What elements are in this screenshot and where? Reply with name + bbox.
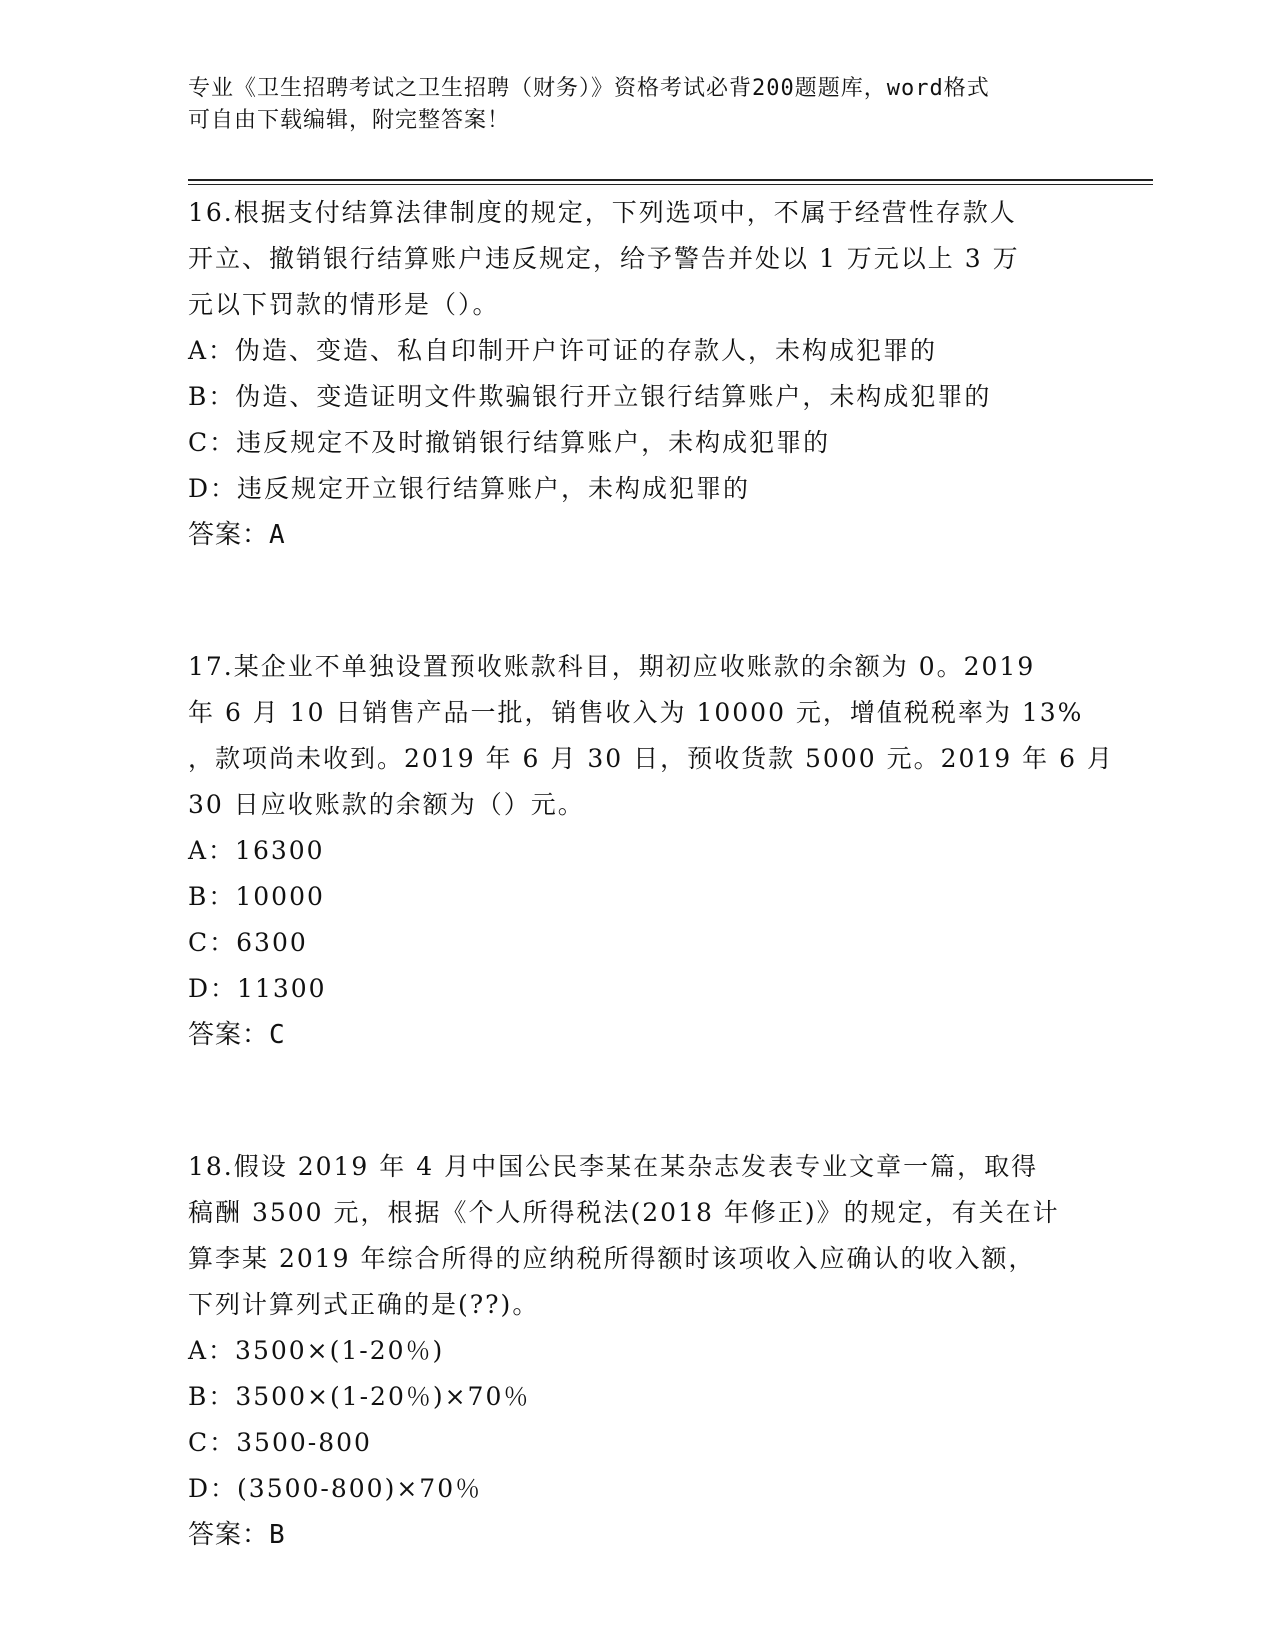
question-spacer	[188, 1058, 1088, 1144]
question-spacer	[188, 558, 1088, 644]
question-16	[188, 190, 1088, 558]
option-c: C：6300	[188, 928, 308, 957]
option-b: B：10000	[188, 882, 325, 911]
header-divider	[188, 179, 1153, 181]
question-17	[188, 644, 1114, 1058]
header-line: 可自由下载编辑，附完整答案！	[188, 108, 511, 133]
option-a: A：伪造、变造、私自印制开户许可证的存款人，未构成犯罪的	[188, 336, 938, 365]
answer-line: 答案：B	[188, 1520, 286, 1550]
header-line: 专业《卫生招聘考试之卫生招聘（财务）》资格考试必背200题题库，word格式	[188, 76, 990, 101]
answer-line: 答案：C	[188, 1020, 286, 1050]
question-stem-line: 30 日应收账款的余额为（）元。	[188, 790, 585, 819]
option-d: D：11300	[188, 974, 327, 1003]
question-stem-line: 18.假设 2019 年 4 月中国公民李某在某杂志发表专业文章一篇，取得	[188, 1152, 1039, 1181]
question-stem-line: 下列计算列式正确的是(??)。	[188, 1290, 540, 1319]
option-b: B：伪造、变造证明文件欺骗银行开立银行结算账户，未构成犯罪的	[188, 382, 992, 411]
answer-line: 答案：A	[188, 520, 286, 550]
question-list	[188, 190, 1114, 1558]
option-b: B：3500×(1-20％)×70％	[188, 1382, 531, 1411]
question-stem-line: 17.某企业不单独设置预收账款科目，期初应收账款的余额为 0。2019	[188, 652, 1036, 681]
option-c: C：违反规定不及时撤销银行结算账户，未构成犯罪的	[188, 428, 831, 457]
option-a: A：16300	[188, 836, 325, 865]
question-18	[188, 1144, 1088, 1558]
option-d: D：违反规定开立银行结算账户，未构成犯罪的	[188, 474, 751, 503]
header-divider	[188, 184, 1153, 185]
option-c: C：3500-800	[188, 1428, 372, 1457]
document-header	[188, 73, 1088, 137]
option-a: A：3500×(1-20％)	[188, 1336, 445, 1365]
question-stem-line: 元以下罚款的情形是（）。	[188, 290, 500, 319]
option-d: D：(3500-800)×70％	[188, 1474, 483, 1503]
question-stem-line: ，款项尚未收到。2019 年 6 月 30 日，预收货款 5000 元。2019 年 6 月	[188, 744, 1114, 773]
question-stem-line: 16.根据支付结算法律制度的规定，下列选项中，不属于经营性存款人	[188, 198, 1017, 227]
question-stem-line: 稿酬 3500 元，根据《个人所得税法(2018 年修正)》的规定，有关在计	[188, 1198, 1060, 1227]
question-stem-line: 年 6 月 10 日销售产品一批，销售收入为 10000 元，增值税税率为 13%	[188, 698, 1084, 727]
question-stem-line: 开立、撤销银行结算账户违反规定，给予警告并处以 1 万元以上 3 万	[188, 244, 1020, 273]
question-stem-line: 算李某 2019 年综合所得的应纳税所得额时该项收入应确认的收入额，	[188, 1244, 1036, 1273]
